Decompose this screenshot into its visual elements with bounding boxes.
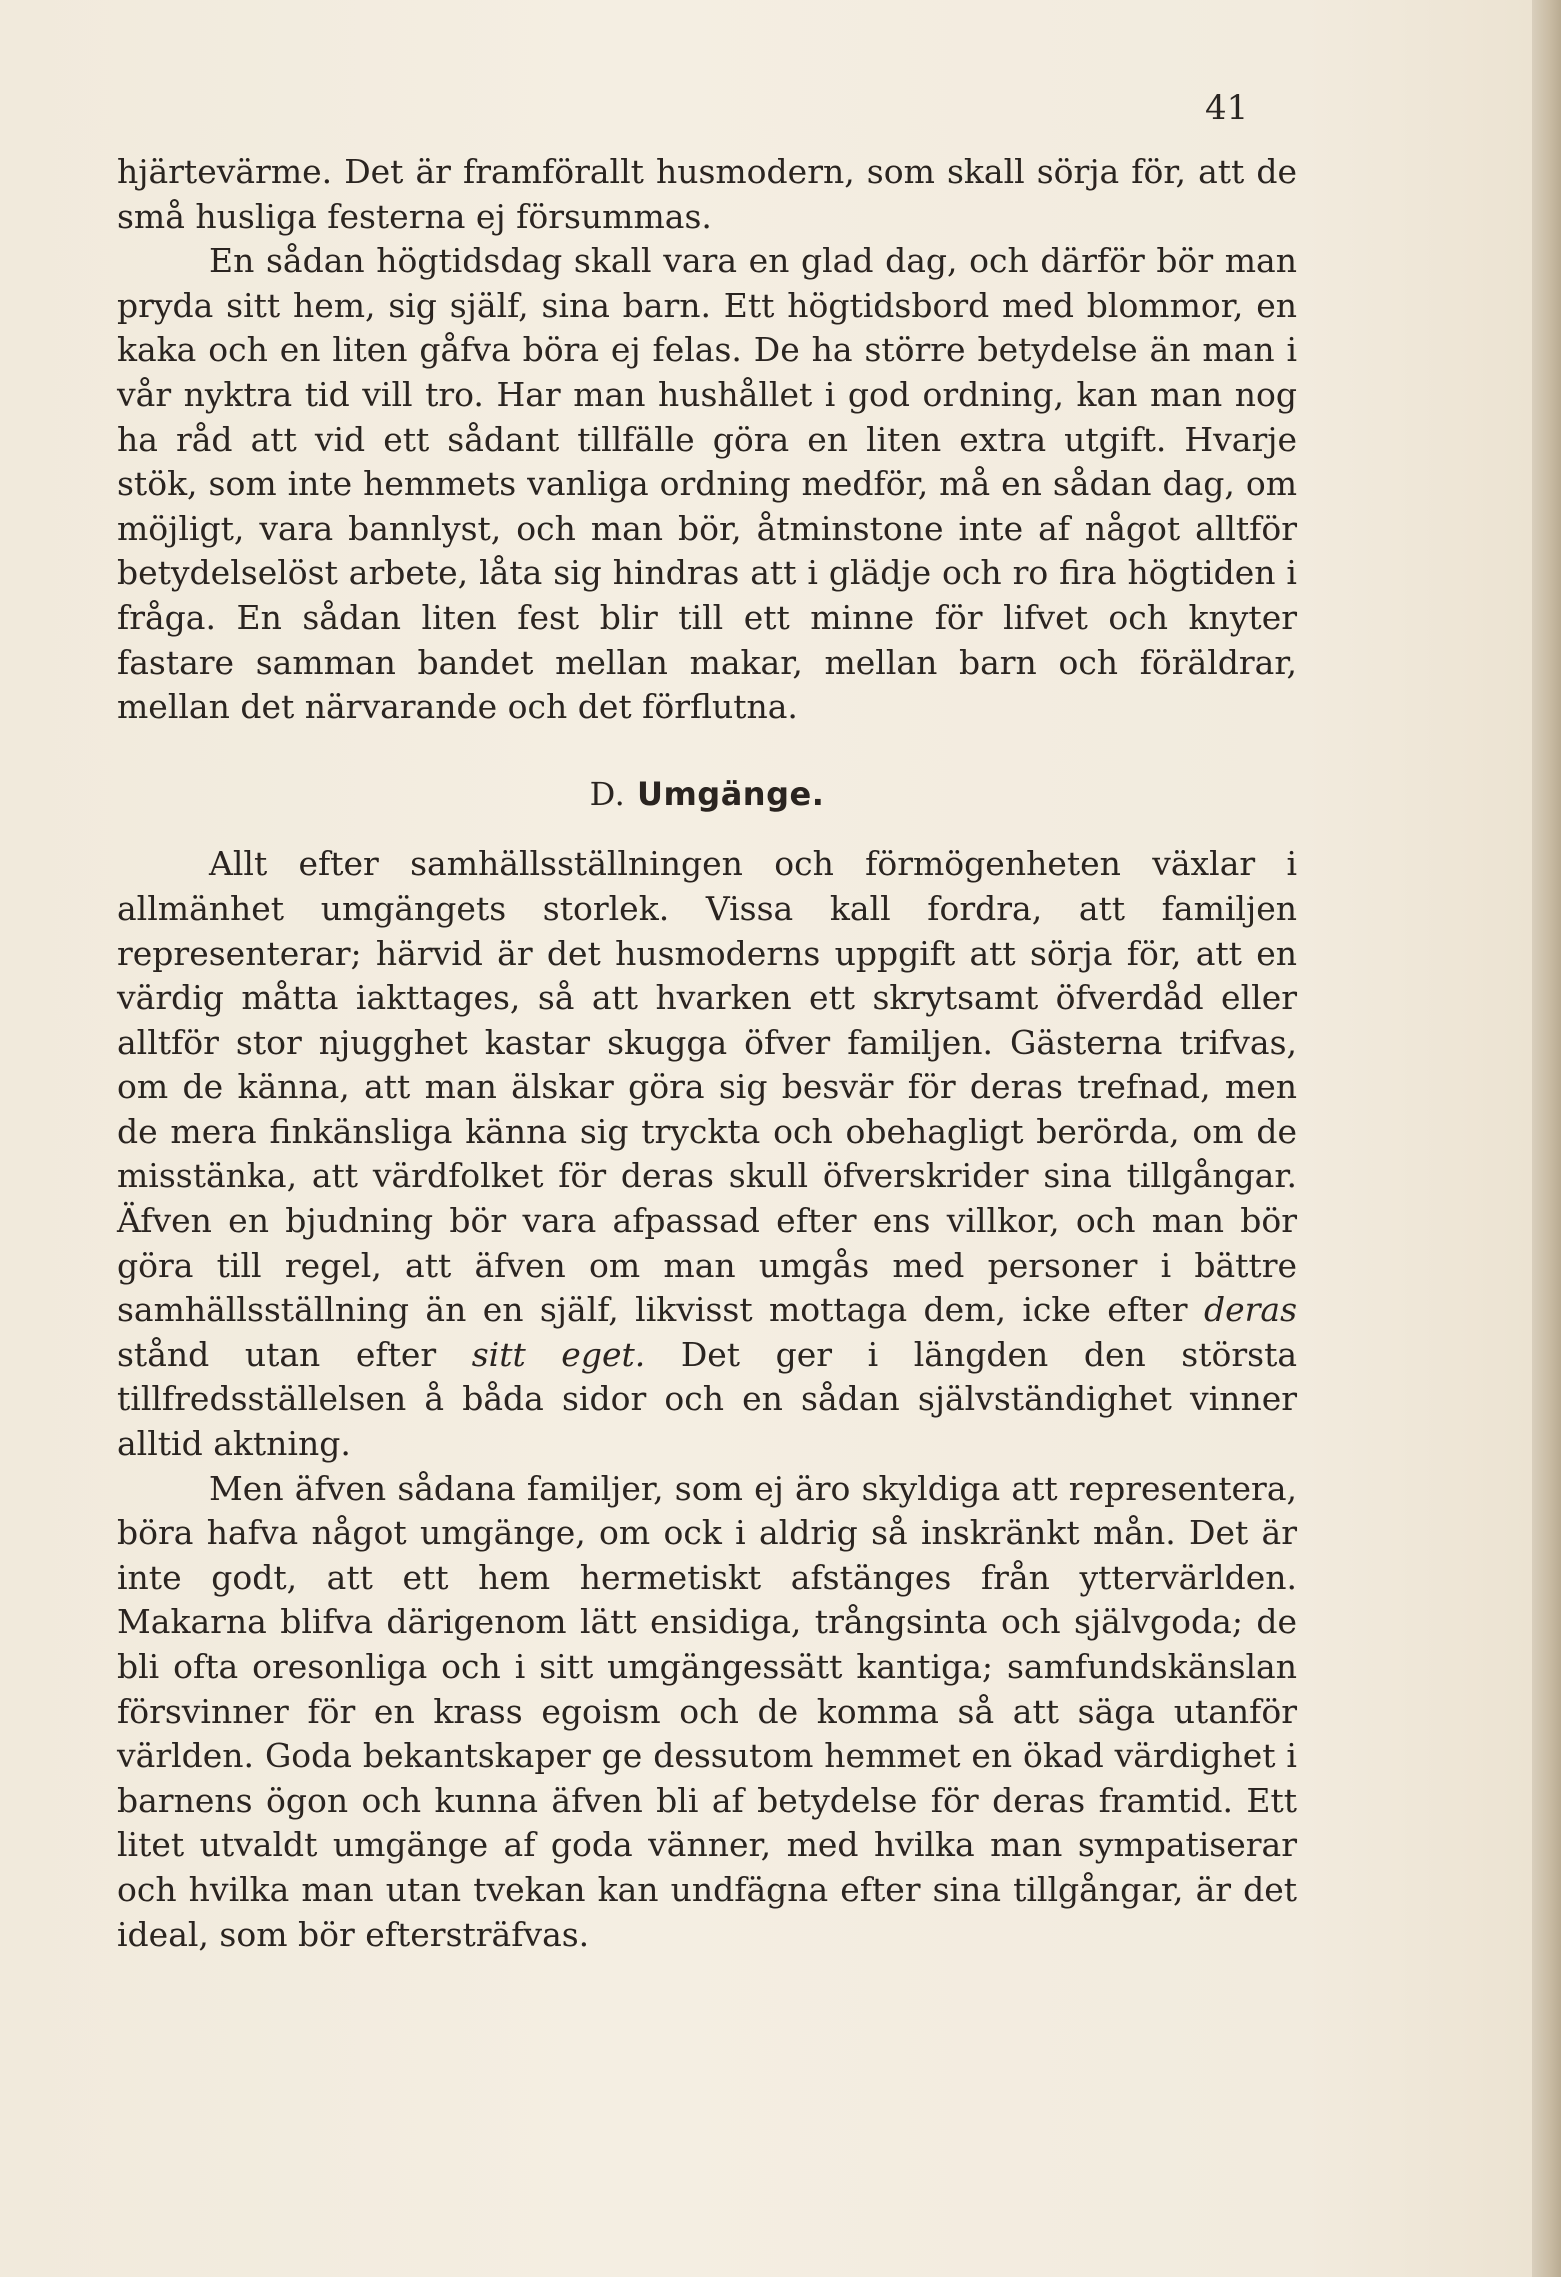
paragraph-4: Men äfven sådana familjer, som ej äro skyldiga att representera, böra hafva något umgänge, om ock i aldrig så inskränkt mån. Det är inte godt, att ett hem hermetiskt afstänges från yttervärlden. Makarna blifva därigenom lätt ensidiga, trångsinta och självgoda; de bli ofta oresonliga och i sitt umgängessätt kantiga; samfundskänslan försvinner för en krass egoism och de komma så att säga utanför världen. Goda bekantskaper ge dessutom hemmet en ökad värdighet i barnens ögon och kunna äfven bli af betydelse för deras framtid. Ett litet utvaldt umgänge af goda vänner, med hvilka man sympatiserar och hvilka man utan tvekan kan undfägna efter sina tillgångar, är det ideal, som bör eftersträfvas.	[117, 1468, 1297, 1954]
paragraph-2: En sådan högtidsdag skall vara en glad dag, och därför bör man pryda sitt hem, sig själf, sina barn. Ett högtidsbord med blommor, en kaka och en liten gåfva böra ej felas. De ha större betydelse än man i vår nyktra tid vill tro. Har man hushållet i god ordning, kan man nog ha råd att vid ett sådant tillfälle göra en liten extra utgift. Hvarje stök, som inte hemmets vanliga ordning medför, må en sådan dag, om möjligt, vara bannlyst, och man bör, åtminstone inte af något alltför betydelselöst arbete, låta sig hindras att i glädje och ro fira högtiden i fråga. En sådan liten fest blir till ett minne för lifvet och knyter fastare samman bandet mellan makar, mellan barn och föräldrar, mellan det närvarande och det förflutna.	[117, 241, 1297, 727]
paragraph-3-italic-2: sitt eget.	[471, 1334, 646, 1374]
paragraph-3-part-2: stånd utan efter	[117, 1334, 437, 1374]
section-letter: D.	[589, 774, 626, 813]
paragraph-1: hjärtevärme. Det är framförallt husmodern, som skall sörja för, att de små husliga festerna ej försummas.	[117, 152, 1297, 236]
paragraph-3-part-1: Allt efter samhällsställningen och förmögenheten växlar i allmänhet umgängets storlek. Vissa kall fordra, att familjen representerar; härvid är det husmoderns uppgift att sörja för, att en värdig måtta iakttages, så att hvarken ett skrytsamt öfverdåd eller alltför stor njugghet kastar skugga öfver familjen. Gästerna trifvas, om de känna, att man älskar göra sig besvär för deras trefnad, men de mera finkänsliga känna sig tryckta och obehagligt berörda, om de misstänka, att värdfolket för deras skull öfverskrider sina tillgångar. Äfven en bjudning bör vara afpassad efter ens villkor, och man bör göra till regel, att äfven om man umgås med personer i bättre samhällsställning än en själf, likvisst mottaga dem, icke efter	[117, 844, 1297, 1330]
paragraph-3	[117, 842, 1297, 1466]
page-body	[117, 150, 1297, 1957]
section-heading	[117, 772, 1297, 817]
section-title: Umgänge.	[636, 774, 825, 813]
paragraph-3-part-3: Det ger i längden den största tillfredsställelsen å båda sidor och en sådan självständighet vinner alltid aktning.	[117, 1334, 1298, 1464]
page-number: 41	[1205, 88, 1249, 128]
page-edge-shadow	[1532, 0, 1561, 2277]
paragraph-3-italic-1: deras	[1203, 1290, 1298, 1330]
